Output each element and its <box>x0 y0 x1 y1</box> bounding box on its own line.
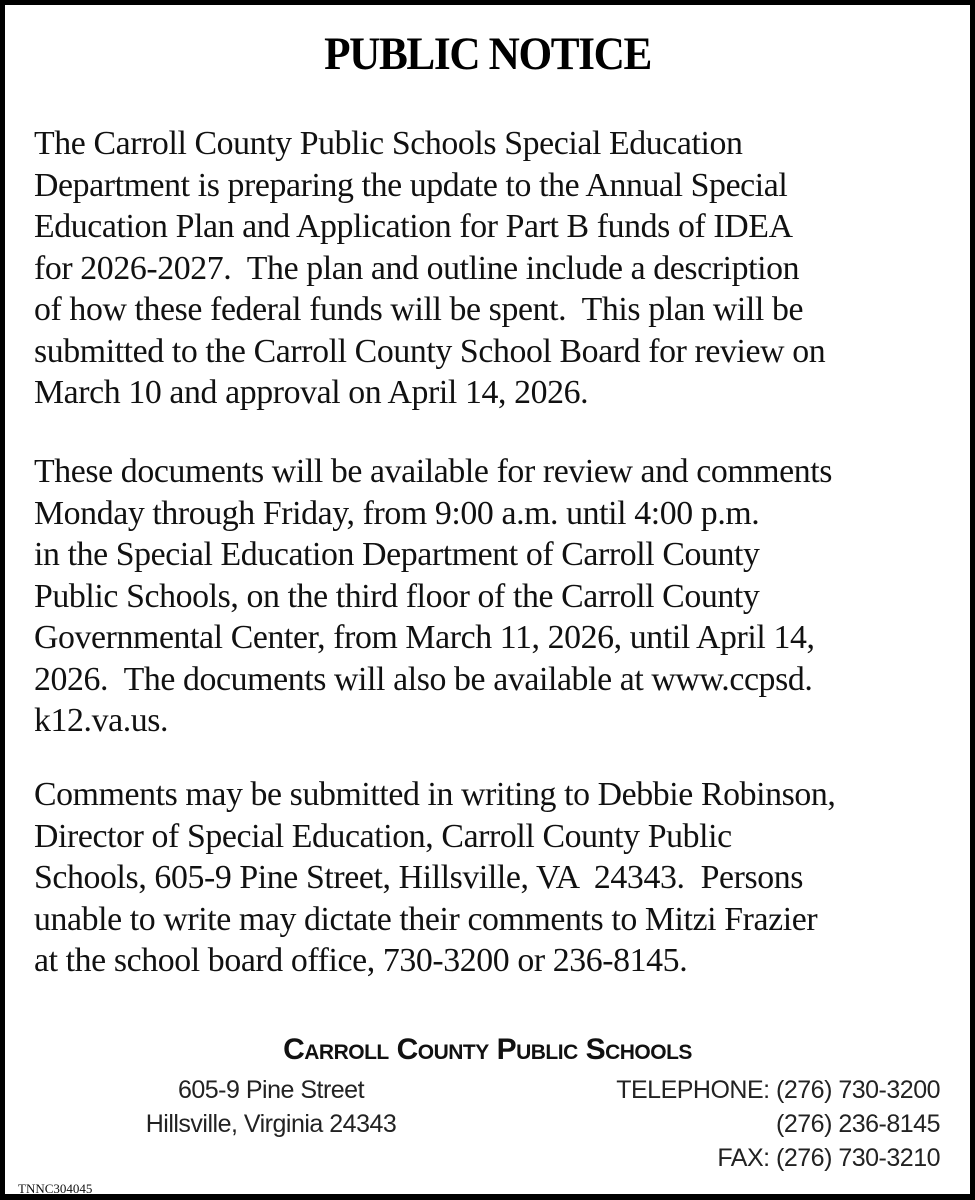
notice-title: PUBLIC NOTICE <box>324 28 651 80</box>
paragraph-comments <box>34 774 964 982</box>
address-block <box>105 1073 437 1141</box>
address-city-state-zip: Hillsville, Virginia 24343 <box>145 1110 397 1138</box>
text-line: These documents will be available for review and comments <box>34 453 833 490</box>
organization-name: Carroll County Public Schools <box>283 1033 692 1066</box>
ad-reference-code: TNNC304045 <box>18 1181 93 1196</box>
paragraph-review-availability <box>34 451 964 742</box>
text-line: of how these federal funds will be spent. This plan will be <box>34 291 804 328</box>
text-line: Monday through Friday, from 9:00 a.m. until 4:00 p.m. <box>34 494 760 532</box>
text-line: submitted to the Carroll County School Board for review on <box>34 332 826 370</box>
telephone-primary: TELEPHONE: (276) 730-3200 <box>616 1076 940 1104</box>
fax-number: FAX: (276) 730-3210 <box>717 1144 940 1172</box>
telephone-secondary: (276) 236-8145 <box>776 1110 940 1138</box>
text-line: in the Special Education Department of Carroll County <box>34 536 760 573</box>
address-street: 605-9 Pine Street <box>177 1076 365 1104</box>
text-line: The Carroll County Public Schools Special Education <box>34 125 743 162</box>
text-line: Schools, 605-9 Pine Street, Hillsville, VA 24343. Persons <box>34 859 804 896</box>
text-line: Department is preparing the update to the Annual Special <box>34 166 788 204</box>
text-line: k12.va.us. <box>34 702 169 739</box>
text-line: unable to write may dictate their comments to Mitzi Frazier <box>34 900 818 938</box>
text-line: 2026. The documents will also be available at www.ccpsd. <box>34 660 813 698</box>
text-line: Director of Special Education, Carroll County Public <box>34 817 732 855</box>
text-line: Education Plan and Application for Part B funds of IDEA <box>34 208 793 245</box>
paragraph-plan-update <box>34 123 964 414</box>
text-line: Public Schools, on the third floor of the Carroll County <box>34 577 760 615</box>
contact-block <box>616 1073 940 1175</box>
text-line: for 2026-2027. The plan and outline include a description <box>34 249 800 287</box>
text-line: at the school board office, 730-3200 or 236-8145. <box>34 942 688 979</box>
text-line: March 10 and approval on April 14, 2026. <box>34 374 589 411</box>
text-line: Governmental Center, from March 11, 2026, until April 14, <box>34 619 815 656</box>
text-line: Comments may be submitted in writing to Debbie Robinson, <box>34 776 836 813</box>
